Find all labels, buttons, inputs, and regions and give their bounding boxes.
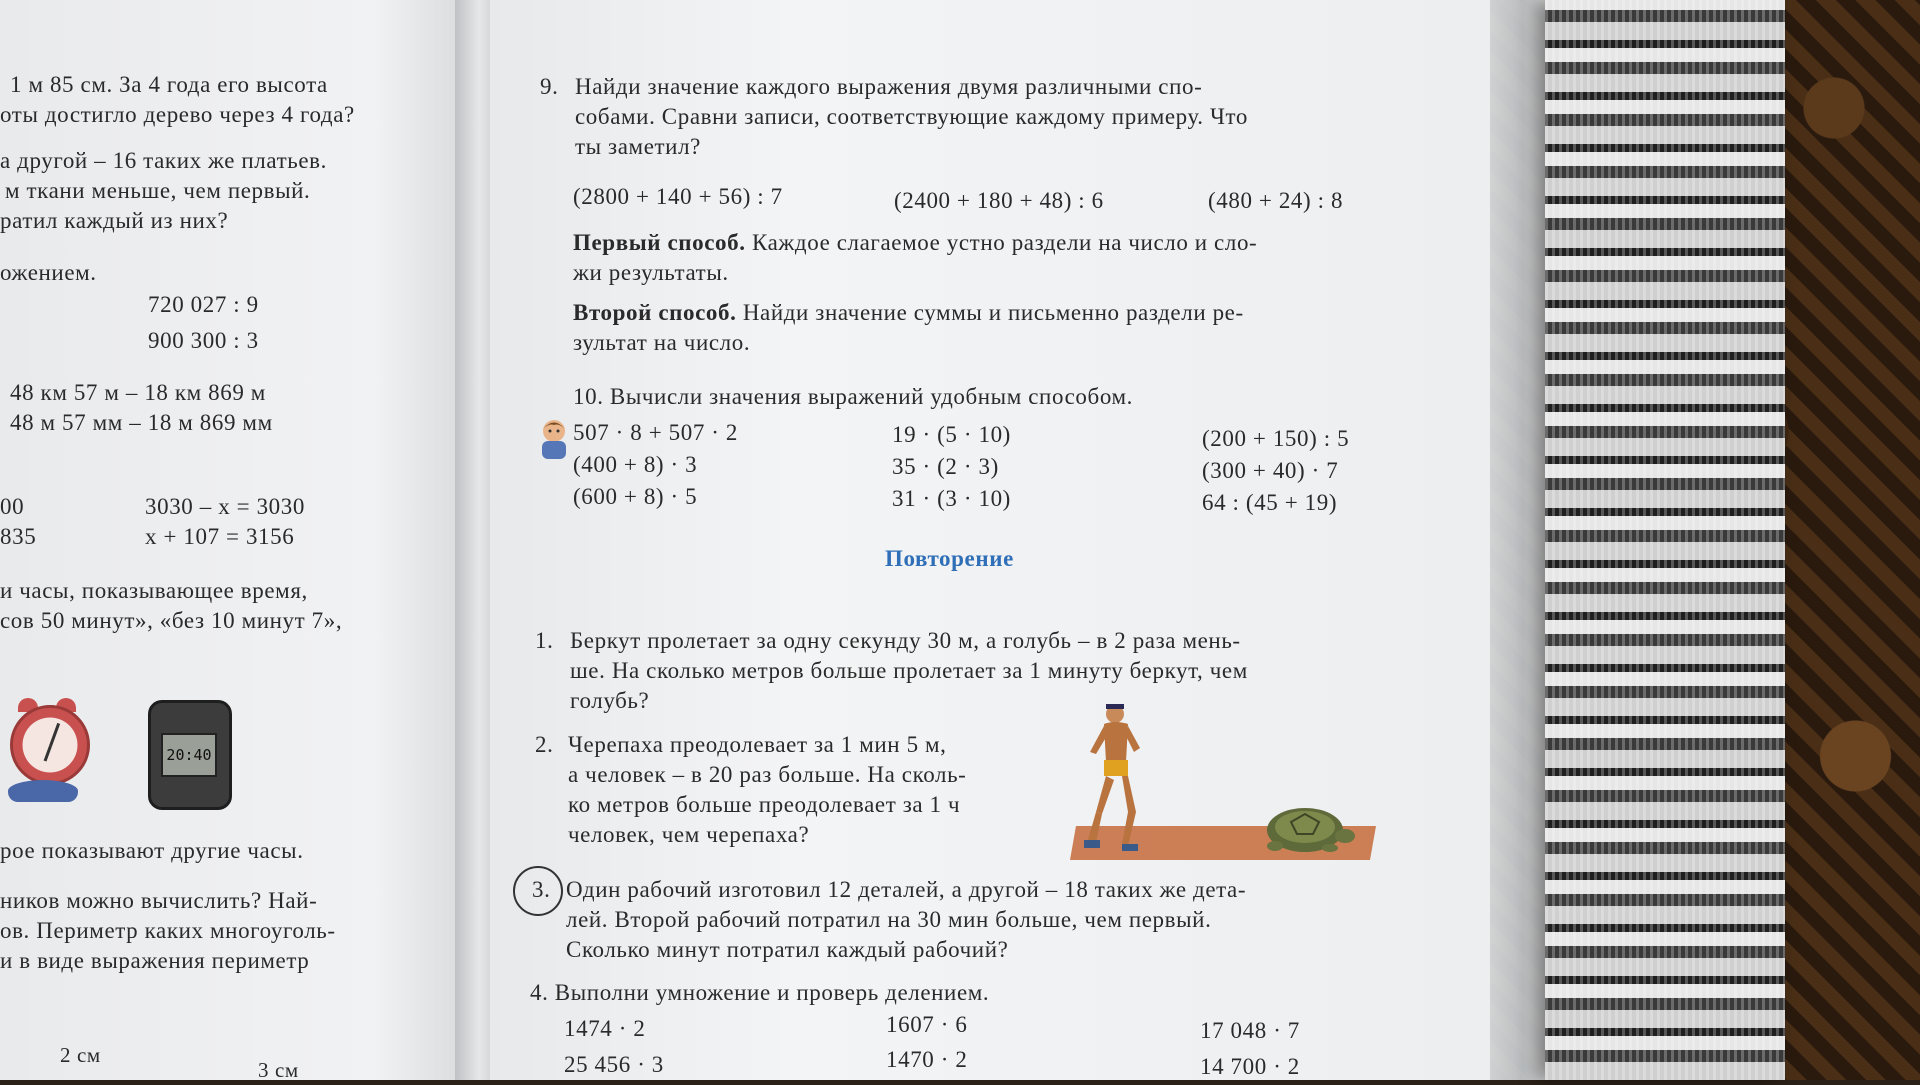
- left-line: ожением.: [0, 260, 97, 285]
- repeat-task2-text: а человек – в 20 раз больше. На сколь-: [568, 762, 967, 787]
- left-line: ов. Периметр каких многоуголь-: [0, 918, 336, 943]
- left-line: рое показывают другие часы.: [0, 838, 304, 863]
- task9-expression: (2400 + 180 + 48) : 6: [894, 188, 1104, 213]
- task4-expression: 1607 · 6: [886, 1012, 968, 1037]
- thinking-child-icon: [537, 418, 571, 462]
- task10-heading: 10. Вычисли значения выражений удобным способом.: [573, 384, 1134, 409]
- left-line: оты достигло дерево через 4 года?: [0, 102, 355, 127]
- repeat-task1-text: голубь?: [570, 688, 650, 713]
- repeat-task1-number: 1.: [535, 628, 554, 653]
- left-equation: 3030 – x = 3030: [145, 494, 305, 519]
- left-line: и в виде выражения периметр: [0, 948, 310, 973]
- task10-expression: (400 + 8) · 3: [573, 452, 698, 477]
- repeat-task2-text: Черепаха преодолевает за 1 мин 5 м,: [568, 732, 947, 757]
- task9-method2-label: Второй способ.: [573, 300, 737, 325]
- right-page: [490, 0, 1490, 1080]
- repeat-task1-text: ше. На сколько метров больше пролетает за 1 минуту беркут, чем: [570, 658, 1248, 683]
- left-dimension: 3 см: [258, 1058, 299, 1082]
- task9-number: 9.: [540, 74, 559, 99]
- repeat-task2-number: 2.: [535, 732, 554, 757]
- clock-hour-hand: [44, 745, 52, 761]
- repeat-task3-number: 3.: [532, 877, 551, 902]
- left-line: 48 км 57 м – 18 км 869 м: [10, 380, 266, 405]
- left-line: ратил каждый из них?: [0, 208, 229, 233]
- repeat-task3-text: Сколько минут потратил каждый рабочий?: [566, 937, 1009, 962]
- task9-method1-text: жи результаты.: [573, 260, 729, 285]
- left-dimension: 2 см: [60, 1043, 101, 1067]
- digital-watch-screen: 20:40: [161, 733, 217, 777]
- task4-expression: 1474 · 2: [564, 1016, 646, 1041]
- left-line: а другой – 16 таких же платьев.: [0, 148, 327, 173]
- left-line: и часы, показывающее время,: [0, 578, 308, 603]
- left-line: 48 м 57 мм – 18 м 869 мм: [10, 410, 273, 435]
- left-line: 1 м 85 см. За 4 года его высота: [10, 72, 328, 97]
- task10-expression: 507 · 8 + 507 · 2: [573, 420, 738, 445]
- task10-expression: 19 · (5 · 10): [892, 422, 1011, 447]
- cloth-background: [1545, 0, 1785, 1080]
- task9-method1-text: Каждое слагаемое устно раздели на число и сло-: [751, 230, 1258, 255]
- task9-method2-text: зультат на число.: [573, 330, 751, 355]
- repeat-task2-text: человек, чем черепаха?: [568, 822, 810, 847]
- repeat-task3-text: лей. Второй рабочий потратил на 30 мин больше, чем первый.: [566, 907, 1212, 932]
- left-line: 835: [0, 524, 37, 549]
- task10-expression: 35 · (2 · 3): [892, 454, 999, 479]
- left-line: 00: [0, 494, 25, 519]
- task9-expression: (2800 + 140 + 56) : 7: [573, 184, 783, 209]
- digital-watch-icon: [148, 700, 232, 810]
- repeat-task1-text: Беркут пролетает за одну секунду 30 м, а голубь – в 2 раза мень-: [570, 628, 1241, 653]
- alarm-clock-icon: [10, 705, 90, 785]
- clock-minute-hand: [49, 723, 60, 747]
- left-page: [0, 0, 470, 1080]
- left-line: 900 300 : 3: [148, 328, 259, 353]
- task10-expression: (200 + 150) : 5: [1202, 426, 1350, 451]
- task4-expression: 1470 · 2: [886, 1047, 968, 1072]
- plastic-cover: [1480, 0, 1550, 1080]
- section-title: Повторение: [885, 546, 1014, 571]
- task9-method1-label: Первый способ.: [573, 230, 746, 255]
- left-line: м ткани меньше, чем первый.: [5, 178, 311, 203]
- task10-expression: (300 + 40) · 7: [1202, 458, 1339, 483]
- task4-expression: 25 456 · 3: [564, 1052, 664, 1077]
- book-gutter: [455, 0, 495, 1080]
- left-line: сов 50 минут», «без 10 минут 7»,: [0, 608, 343, 633]
- repeat-task4-heading: 4. Выполни умножение и проверь делением.: [530, 980, 990, 1005]
- task10-expression: 64 : (45 + 19): [1202, 490, 1338, 515]
- repeat-task3-text: Один рабочий изготовил 12 деталей, а другой – 18 таких же дета-: [566, 877, 1247, 902]
- left-line: ников можно вычислить? Най-: [0, 888, 318, 913]
- left-line: 720 027 : 9: [148, 292, 259, 317]
- task9-text: ты заметил?: [575, 134, 701, 159]
- left-equation: x + 107 = 3156: [145, 524, 295, 549]
- task9-expression: (480 + 24) : 8: [1208, 188, 1344, 213]
- turtle-icon: [1255, 800, 1355, 852]
- task4-expression: 17 048 · 7: [1200, 1018, 1300, 1043]
- runner-icon: [1082, 700, 1152, 852]
- task4-expression: 14 700 · 2: [1200, 1054, 1300, 1079]
- task9-method2-text: Найди значение суммы и письменно раздели ре-: [742, 300, 1244, 325]
- alarm-clock-base: [8, 780, 78, 802]
- task10-expression: 31 · (3 · 10): [892, 486, 1011, 511]
- task9-text: Найди значение каждого выражения двумя различными спо-: [575, 74, 1203, 99]
- repeat-task2-text: ко метров больше преодолевает за 1 ч: [568, 792, 961, 817]
- task10-expression: (600 + 8) · 5: [573, 484, 698, 509]
- task9-text: собами. Сравни записи, соответствующие каждому примеру. Что: [575, 104, 1248, 129]
